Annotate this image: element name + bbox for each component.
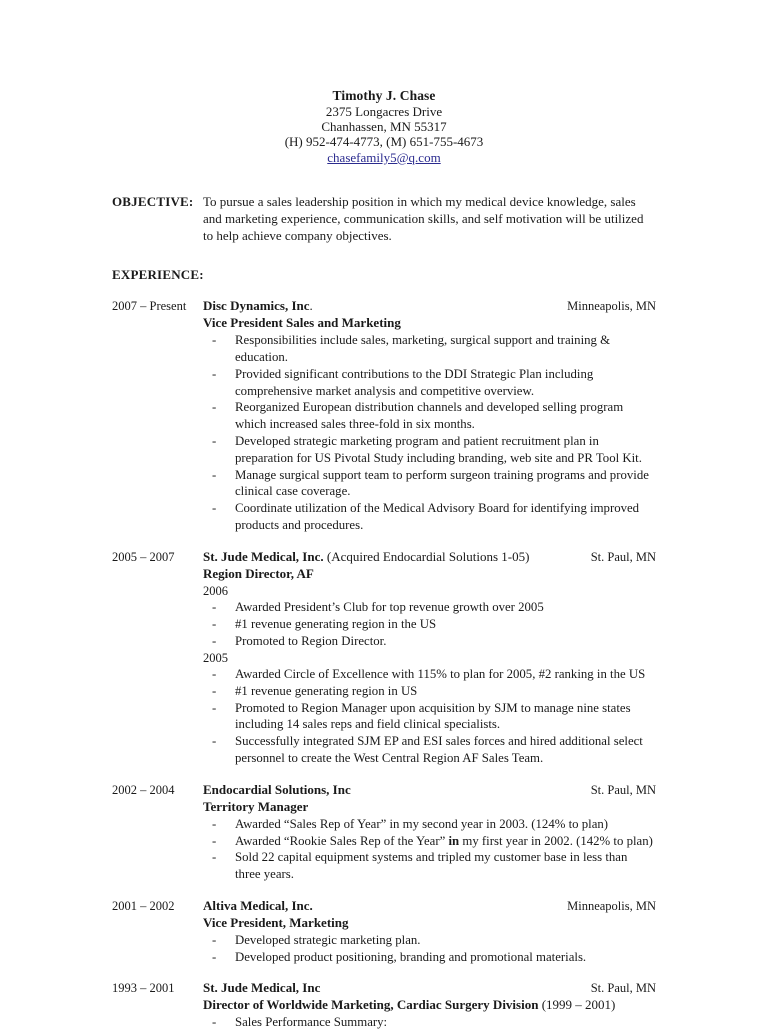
experience-list: [112, 298, 656, 1031]
job-location: St. Paul, MN: [590, 549, 656, 564]
candidate-address: 2375 Longacres Drive: [325, 103, 443, 119]
job-dates: 2007 – Present: [112, 299, 187, 314]
job-company: Endocardial Solutions, Inc: [203, 781, 351, 797]
bullet-text: Developed product positioning, branding and promotional materials.: [235, 949, 587, 964]
resume-header: [112, 0, 656, 167]
bullet-dash-icon: -: [212, 833, 217, 848]
bullet-item: [203, 833, 656, 850]
experience-label: EXPERIENCE:: [112, 267, 204, 283]
job-company-note: (Acquired Endocardial Solutions 1-05): [323, 548, 530, 564]
bullet-text: Awarded Circle of Excellence with 115% to plan for 2005, #2 ranking in the US: [235, 667, 646, 682]
bullet-item: [203, 616, 656, 633]
job-location: Minneapolis, MN: [567, 898, 656, 913]
job-year-subheading: 2005: [203, 650, 228, 665]
bullet-emphasis: in: [448, 833, 460, 848]
job-role: Region Director, AF: [203, 565, 314, 581]
job-details: [203, 898, 656, 965]
bullet-item: [203, 599, 656, 616]
job-entry: [112, 549, 656, 767]
bullet-item: [203, 849, 656, 883]
bullet-dash-icon: -: [212, 734, 217, 749]
job-bullets: [203, 599, 656, 649]
bullet-text: Promoted to Region Manager upon acquisition by SJM to manage nine states including 14 sales reps and field clinical specialists.: [235, 700, 631, 732]
job-bullets: [203, 1014, 656, 1031]
job-dates: 2002 – 2004: [112, 782, 175, 797]
job-company: Disc Dynamics, Inc.: [203, 298, 313, 314]
job-location: Minneapolis, MN: [567, 299, 656, 314]
email-link[interactable]: chasefamily5@q.com: [327, 149, 441, 165]
job-entry: [112, 298, 656, 534]
job-role: Territory Manager: [203, 798, 309, 814]
bullet-text: #1 revenue generating region in US: [235, 683, 418, 698]
candidate-city-state-zip: Chanhassen, MN 55317: [321, 118, 447, 134]
objective-section: [112, 194, 656, 245]
bullet-dash-icon: -: [212, 433, 217, 448]
job-role: Director of Worldwide Marketing, Cardiac Surgery Division (1999 – 2001): [203, 997, 616, 1013]
bullet-dash-icon: -: [212, 366, 217, 381]
objective-label: OBJECTIVE:: [112, 194, 194, 210]
job-role: Vice President, Marketing: [203, 914, 349, 930]
candidate-phones: (H) 952-474-4773, (M) 651-755-4673: [284, 133, 484, 149]
bullet-item: [203, 366, 656, 400]
bullet-text: Sales Performance Summary:: [235, 1015, 388, 1030]
bullet-text: Successfully integrated SJM EP and ESI sales forces and hired additional select personnel to create the West Central Region AF Sales Team.: [235, 734, 643, 766]
job-title-line: [203, 298, 656, 315]
bullet-text: Developed strategic marketing plan.: [235, 932, 421, 947]
bullet-dash-icon: -: [212, 683, 217, 698]
bullet-dash-icon: -: [212, 667, 217, 682]
bullet-item: [203, 633, 656, 650]
bullet-item: [203, 1014, 656, 1031]
job-role: Vice President Sales and Marketing: [203, 315, 401, 331]
job-role-note: (1999 – 2001): [538, 997, 616, 1013]
job-bullets: [203, 816, 656, 883]
bullet-dash-icon: -: [212, 633, 217, 648]
bullet-item: [203, 949, 656, 966]
job-company: Altiva Medical, Inc.: [203, 897, 313, 913]
bullet-text: Promoted to Region Director.: [235, 633, 387, 648]
job-entry: [112, 898, 656, 965]
bullet-text: Provided significant contributions to the DDI Strategic Plan including comprehensive market analysis and competitive overview.: [235, 366, 594, 398]
job-dates: 2005 – 2007: [112, 549, 175, 564]
job-location: St. Paul, MN: [590, 782, 656, 797]
job-title-line: [203, 549, 656, 566]
bullet-dash-icon: -: [212, 467, 217, 482]
bullet-dash-icon: -: [212, 600, 217, 615]
candidate-email-line: [112, 149, 656, 168]
job-bullets: [203, 666, 656, 767]
bullet-dash-icon: -: [212, 1015, 217, 1030]
bullet-item: [203, 332, 656, 366]
objective-text: To pursue a sales leadership position in which my medical device knowledge, sales and marketing experience, communication skills, and self motivation will be utilized to help achieve company objectives.: [203, 194, 644, 244]
bullet-text: Responsibilities include sales, marketing, surgical support and training & education.: [235, 333, 611, 364]
job-bullets: [203, 332, 656, 534]
bullet-dash-icon: -: [212, 616, 217, 631]
bullet-text: Awarded President’s Club for top revenue growth over 2005: [235, 600, 544, 615]
bullet-dash-icon: -: [212, 816, 217, 831]
job-location: St. Paul, MN: [590, 981, 656, 996]
bullet-item: [203, 683, 656, 700]
bullet-item: [203, 816, 656, 833]
job-details: [203, 549, 656, 767]
bullet-dash-icon: -: [212, 850, 217, 865]
bullet-text: Developed strategic marketing program and patient recruitment plan in preparation for US Pivotal Study including branding, web site and PR Tool Kit.: [235, 433, 642, 465]
bullet-item: [203, 932, 656, 949]
bullet-text: Awarded “Sales Rep of Year” in my second year in 2003. (124% to plan): [235, 816, 609, 831]
bullet-item: [203, 467, 656, 501]
bullet-dash-icon: -: [212, 932, 217, 947]
bullet-text: Sold 22 capital equipment systems and tripled my customer base in less than three years.: [235, 850, 628, 882]
bullet-item: [203, 500, 656, 534]
job-company-suffix: .: [309, 298, 313, 314]
bullet-dash-icon: -: [212, 501, 217, 516]
job-details: [203, 782, 656, 883]
bullet-dash-icon: -: [212, 333, 217, 348]
bullet-text: Manage surgical support team to perform surgeon training programs and provide clinical case coverage.: [235, 467, 649, 499]
job-details: [203, 298, 656, 534]
job-entry: [112, 782, 656, 883]
bullet-dash-icon: -: [212, 400, 217, 415]
bullet-text: Reorganized European distribution channels and developed selling program which increased sales three-fold in six months.: [235, 400, 624, 432]
job-dates: 1993 – 2001: [112, 981, 175, 996]
job-bullets: [203, 932, 656, 966]
bullet-item: [203, 433, 656, 467]
bullet-text: Coordinate utilization of the Medical Advisory Board for identifying improved products and procedures.: [235, 501, 640, 533]
bullet-text: #1 revenue generating region in the US: [235, 616, 437, 631]
job-title-line: [203, 898, 656, 915]
bullet-item: [203, 399, 656, 433]
bullet-dash-icon: -: [212, 700, 217, 715]
bullet-item: [203, 733, 656, 767]
bullet-dash-icon: -: [212, 949, 217, 964]
bullet-item: [203, 700, 656, 734]
job-company: St. Jude Medical, Inc. (Acquired Endocardial Solutions 1-05): [203, 548, 530, 564]
resume-sheet: [112, 0, 656, 1030]
job-entry: [112, 980, 656, 1031]
job-dates: 2001 – 2002: [112, 898, 175, 913]
job-title-line: [203, 782, 656, 799]
candidate-name: Timothy J. Chase: [332, 88, 436, 103]
bullet-text: Awarded “Rookie Sales Rep of the Year” in my first year in 2002. (142% to plan): [235, 833, 653, 848]
job-company: St. Jude Medical, Inc: [203, 980, 321, 996]
bullet-item: [203, 666, 656, 683]
job-title-line: [203, 980, 656, 997]
job-details: [203, 980, 656, 1031]
job-year-subheading: 2006: [203, 583, 228, 598]
